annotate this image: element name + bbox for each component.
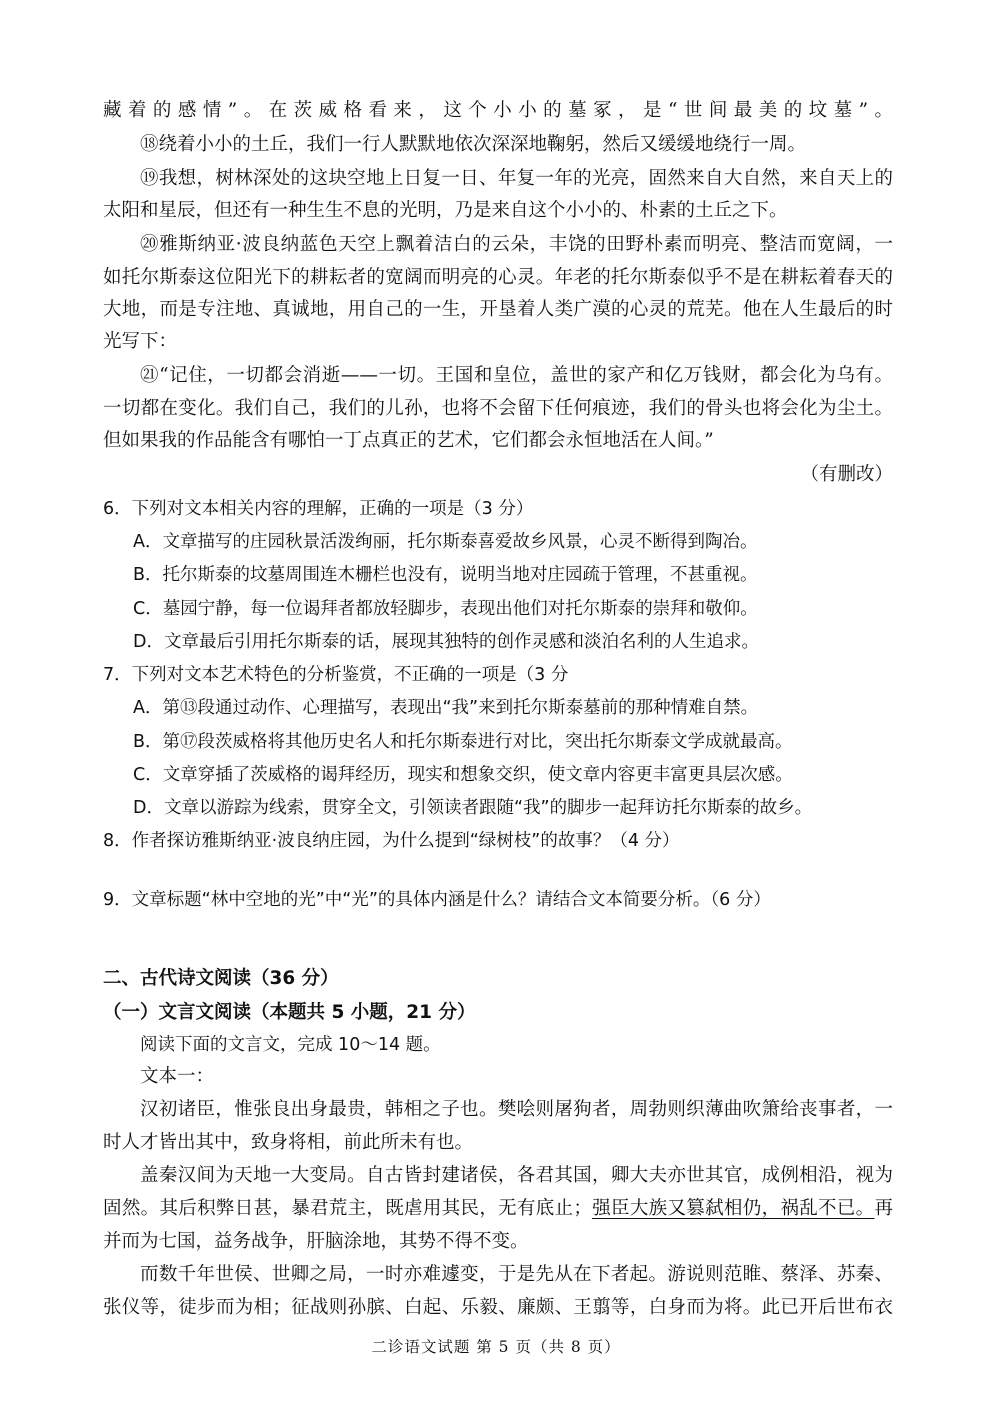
underlined-sentence: 强臣大族又篡弑相仍，祸乱不已。 bbox=[591, 1198, 875, 1219]
paragraph-20-line-1: ⑳雅斯纳亚·波良纳蓝色天空上飘着洁白的云朵，丰饶的田野朴素而明亮、整洁而宽阔，一 bbox=[140, 234, 893, 255]
paragraph-20-line-2: 如托尔斯泰这位阳光下的耕耘者的宽阔而明亮的心灵。年老的托尔斯泰似乎不是在耕耘着春天的 bbox=[103, 267, 893, 288]
section-2-subheading: （一）文言文阅读（本题共 5 小题，21 分） bbox=[103, 1002, 476, 1023]
classical-para-2-line-1: 盖秦汉间为天地一大变局。自古皆封建诸侯，各君其国，卿大夫亦世其官，成例相沿，视为 bbox=[140, 1165, 893, 1186]
page-footer: 二诊语文试题 第 5 页（共 8 页） bbox=[371, 1338, 621, 1356]
paragraph-21-line-3: 但如果我的作品能含有哪怕一丁点真正的艺术，它们都会永恒地活在人间。” bbox=[103, 430, 714, 451]
text-one-label: 文本一： bbox=[140, 1066, 215, 1087]
passage-line: 藏着的感情”。在茨威格看来，这个小小的墓冢，是“世间最美的坟墓”。 bbox=[103, 100, 893, 121]
question-6-stem: 6．下列对文本相关内容的理解，正确的一项是（3 分） bbox=[103, 499, 534, 519]
classical-para-3-line-1: 而数千年世侯、世卿之局，一时亦难遽变，于是先从在下者起。游说则范睢、蔡泽、苏秦、 bbox=[140, 1264, 893, 1285]
classical-para-2-line-3: 并而为七国，益务战争，肝脑涂地，其势不得不变。 bbox=[103, 1231, 529, 1252]
paragraph-20-line-4: 光写下： bbox=[103, 331, 178, 352]
paragraph-21-line-2: 一切都在变化。我们自己，我们的儿孙，也将不会留下任何痕迹，我们的骨头也将会化为尘土。 bbox=[103, 398, 893, 419]
classical-para-1-line-2: 时人才皆出其中，致身将相，前此所未有也。 bbox=[103, 1132, 474, 1153]
source-note: （有删改） bbox=[800, 464, 893, 485]
question-6-option-d: D．文章最后引用托尔斯泰的话，展现其独特的创作灵感和淡泊名利的人生追求。 bbox=[133, 632, 759, 652]
classical-para-2-text-end: 再 bbox=[874, 1198, 893, 1219]
paragraph-19-line-1: ⑲我想，树林深处的这块空地上日复一日、年复一年的光亮，固然来自大自然，来自天上的 bbox=[140, 168, 893, 189]
question-9: 9．文章标题“林中空地的光”中“光”的具体内涵是什么？请结合文本简要分析。（6 分） bbox=[103, 890, 771, 910]
section-2-heading: 二、古代诗文阅读（36 分） bbox=[103, 968, 339, 989]
paragraph-20-line-3: 大地，而是专注地、真诚地，用自己的一生，开垦着人类广漠的心灵的荒芜。他在人生最后的时 bbox=[103, 299, 893, 320]
classical-para-2-text: 固然。其后积弊日甚，暴君荒主，既虐用其民，无有底止； bbox=[103, 1198, 592, 1219]
classical-para-2-line-2 bbox=[103, 1196, 893, 1222]
question-6-option-a: A．文章描写的庄园秋景活泼绚丽，托尔斯泰喜爱故乡风景，心灵不断得到陶冶。 bbox=[133, 532, 758, 552]
paragraph-18: ⑱绕着小小的土丘，我们一行人默默地依次深深地鞠躬，然后又缓缓地绕行一周。 bbox=[140, 134, 807, 155]
paragraph-21-line-1: ㉑“记住，一切都会消逝——一切。王国和皇位，盖世的家产和亿万钱财，都会化为乌有。 bbox=[140, 365, 893, 386]
question-7-option-b: B．第⑰段茨威格将其他历史名人和托尔斯泰进行对比，突出托尔斯泰文学成就最高。 bbox=[133, 732, 793, 752]
question-7-option-a: A．第⑬段通过动作、心理描写，表现出“我”来到托尔斯泰墓前的那种情难自禁。 bbox=[133, 698, 759, 718]
paragraph-19-line-2: 太阳和星辰，但还有一种生生不息的光明，乃是来自这个小小的、朴素的土丘之下。 bbox=[103, 200, 788, 221]
section-2-instruction: 阅读下面的文言文，完成 10～14 题。 bbox=[140, 1035, 441, 1055]
question-7-stem: 7．下列对文本艺术特色的分析鉴赏，不正确的一项是（3 分 bbox=[103, 665, 569, 685]
classical-para-1-line-1: 汉初诸臣，惟张良出身最贵，韩相之子也。樊哙则屠狗者，周勃则织薄曲吹箫给丧事者，一 bbox=[140, 1099, 893, 1120]
question-7-option-d: D．文章以游踪为线索，贯穿全文，引领读者跟随“我”的脚步一起拜访托尔斯泰的故乡。 bbox=[133, 798, 813, 818]
question-6-option-c: C．墓园宁静，每一位谒拜者都放轻脚步，表现出他们对托尔斯泰的崇拜和敬仰。 bbox=[133, 599, 758, 619]
classical-para-3-line-2: 张仪等，徒步而为相；征战则孙膑、白起、乐毅、廉颇、王翦等，白身而为将。此已开后世布衣 bbox=[103, 1297, 893, 1318]
question-8: 8．作者探访雅斯纳亚·波良纳庄园，为什么提到“绿树枝”的故事？（4 分） bbox=[103, 831, 680, 851]
question-6-option-b: B．托尔斯泰的坟墓周围连木栅栏也没有，说明当地对庄园疏于管理，不甚重视。 bbox=[133, 565, 758, 585]
question-7-option-c: C．文章穿插了茨威格的谒拜经历，现实和想象交织，使文章内容更丰富更具层次感。 bbox=[133, 765, 793, 785]
